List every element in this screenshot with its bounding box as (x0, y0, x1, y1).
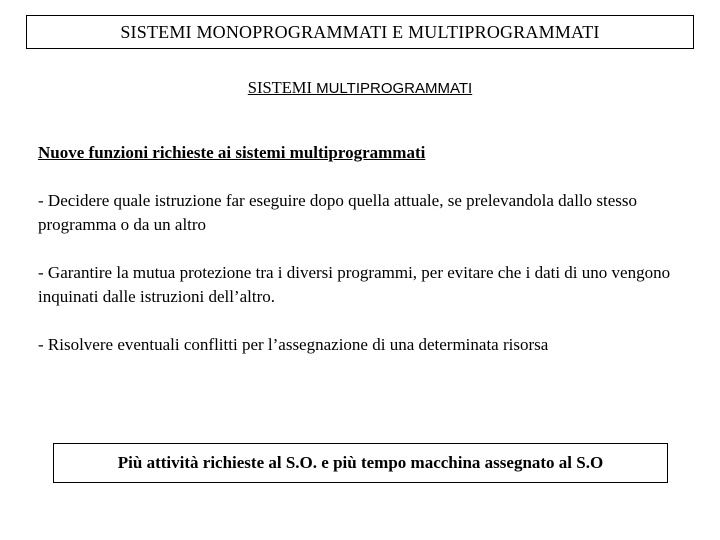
content-heading: Nuove funzioni richieste ai sistemi multiprogrammati (38, 143, 426, 162)
bullet-point-3: - Risolvere eventuali conflitti per l’assegnazione di una determinata risorsa (38, 335, 549, 354)
section-subtitle (0, 78, 720, 99)
subtitle-serif-part: SISTEMI (247, 78, 317, 97)
bullet-point-1: - Decidere quale istruzione far eseguire dopo quella attuale, se prelevandola dallo stesso programma o da un altro (38, 191, 638, 234)
slide-title-box (26, 15, 694, 49)
bullet-point-2: - Garantire la mutua protezione tra i diversi programmi, per evitare che i dati di uno vengono inquinati dalle istruzioni dell’altro. (38, 263, 671, 306)
slide-title: SISTEMI MONOPROGRAMMATI E MULTIPROGRAMMATI (120, 21, 600, 42)
summary-text: Più attività richieste al S.O. e più tempo macchina assegnato al S.O (117, 453, 604, 472)
subtitle-sans-part: MULTIPROGRAMMATI (316, 80, 473, 97)
summary-box (53, 443, 668, 483)
